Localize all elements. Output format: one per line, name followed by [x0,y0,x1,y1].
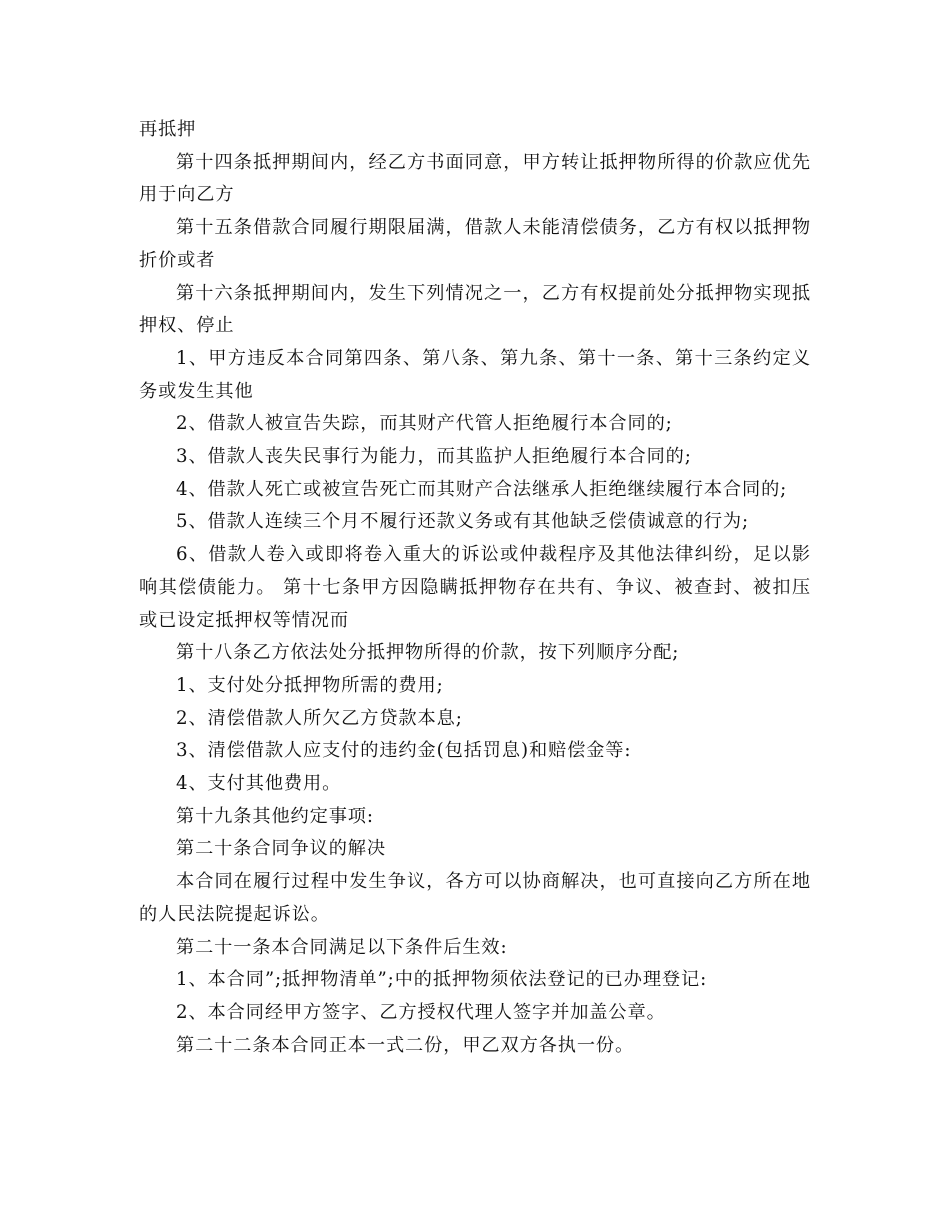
paragraph-article-20: 第二十条合同争议的解决 [176,838,386,860]
list-item-16-5: 5、借款人连续三个月不履行还款义务或有其他缺乏偿债诚意的行为; [176,511,750,533]
list-item-18-2: 2、清偿借款人所欠乙方贷款本息; [176,707,463,729]
list-item-16-1: 1、甲方违反本合同第四条、第八条、第九条、第十一条、第十三条约定义务或发生其他 [139,347,811,402]
paragraph-article-14: 第十四条抵押期间内，经乙方书面同意，甲方转让抵押物所得的价款应优先用于向乙方 [139,151,811,206]
list-item-18-4: 4、支付其他费用。 [176,773,342,795]
list-item-18-3: 3、清偿借款人应支付的违约金(包括罚息)和赔偿金等: [176,740,632,762]
paragraph-continuation: 再抵押 [139,119,197,140]
paragraph-article-16: 第十六条抵押期间内，发生下列情况之一，乙方有权提前处分抵押物实现抵押权、停止 [139,282,811,337]
paragraph-article-18: 第十八条乙方依法处分抵押物所得的价款，按下列顺序分配; [176,642,680,664]
list-item-16-4: 4、借款人死亡或被宣告死亡而其财产合法继承人拒绝继续履行本合同的; [176,478,788,500]
paragraph-article-22: 第二十二条本合同正本一式二份，甲乙双方各执一份。 [176,1034,635,1056]
list-item-18-1: 1、支付处分抵押物所需的费用; [176,674,444,696]
list-item-16-2: 2、借款人被宣告失踪，而其财产代管人拒绝履行本合同的; [176,413,673,435]
paragraph-article-21: 第二十一条本合同满足以下条件后生效: [176,936,508,958]
list-item-21-2: 2、本合同经甲方签字、乙方授权代理人签字并加盖公章。 [176,1001,666,1023]
list-item-16-3: 3、借款人丧失民事行为能力，而其监护人拒绝履行本合同的; [176,446,692,468]
paragraph-article-19: 第十九条其他约定事项: [176,805,374,827]
document-body [139,114,811,1062]
list-item-16-6: 6、借款人卷入或即将卷入重大的诉讼或仲裁程序及其他法律纠纷，足以影响其偿债能力。 第十七条甲方因隐瞒抵押物存在共有、争议、被查封、被扣压或已设定抵押权等情况而 [139,544,811,631]
paragraph-dispute-resolution: 本合同在履行过程中发生争议，各方可以协商解决，也可直接向乙方所在地的人民法院提起诉讼。 [139,871,811,925]
paragraph-article-15: 第十五条借款合同履行期限届满，借款人未能清偿债务，乙方有权以抵押物折价或者 [139,217,811,271]
list-item-21-1: 1、本合同”;抵押物清单”;中的抵押物须依法登记的已办理登记: [176,969,708,991]
